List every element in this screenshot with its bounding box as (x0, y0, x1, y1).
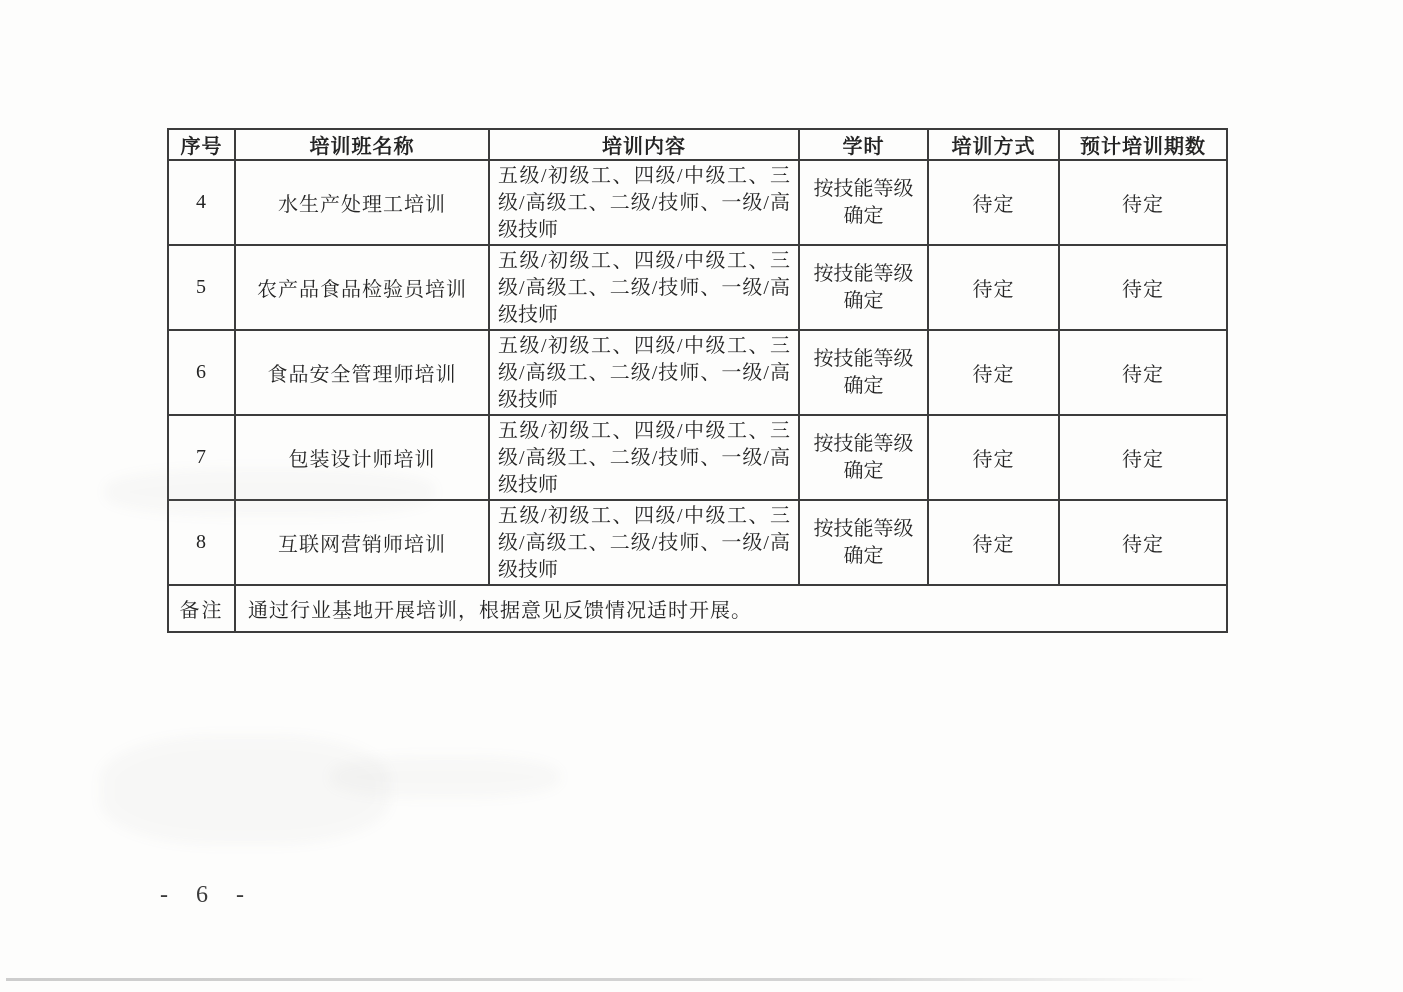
cell-training-method: 待定 (928, 415, 1059, 500)
cell-serial-number: 7 (168, 415, 235, 500)
page-number: - 6 - (160, 882, 255, 908)
cell-serial-number: 6 (168, 330, 235, 415)
cell-serial-number: 4 (168, 160, 235, 245)
table-remark-row (168, 585, 1227, 632)
header-class-hours: 学时 (799, 129, 928, 160)
cell-class-name: 互联网营销师培训 (235, 500, 489, 585)
remark-label: 备注 (168, 585, 235, 632)
cell-training-content: 五级/初级工、四级/中级工、三级/高级工、二级/技师、一级/高级技师 (489, 160, 799, 245)
header-expected-sessions: 预计培训期数 (1059, 129, 1227, 160)
cell-training-method: 待定 (928, 245, 1059, 330)
remark-text: 通过行业基地开展培训，根据意见反馈情况适时开展。 (235, 585, 1227, 632)
header-class-name: 培训班名称 (235, 129, 489, 160)
cell-serial-number: 8 (168, 500, 235, 585)
cell-class-hours: 按技能等级确定 (799, 330, 928, 415)
table-row (168, 330, 1227, 415)
cell-class-hours: 按技能等级确定 (799, 245, 928, 330)
cell-training-content: 五级/初级工、四级/中级工、三级/高级工、二级/技师、一级/高级技师 (489, 500, 799, 585)
cell-class-hours: 按技能等级确定 (799, 160, 928, 245)
cell-expected-sessions: 待定 (1059, 500, 1227, 585)
table-header-row (168, 129, 1227, 160)
scan-artifact (330, 756, 560, 798)
cell-class-hours: 按技能等级确定 (799, 415, 928, 500)
training-schedule-table (167, 128, 1228, 633)
cell-training-content: 五级/初级工、四级/中级工、三级/高级工、二级/技师、一级/高级技师 (489, 245, 799, 330)
cell-training-content: 五级/初级工、四级/中级工、三级/高级工、二级/技师、一级/高级技师 (489, 415, 799, 500)
header-serial-number: 序号 (168, 129, 235, 160)
cell-expected-sessions: 待定 (1059, 245, 1227, 330)
cell-training-method: 待定 (928, 160, 1059, 245)
scan-artifact (105, 468, 435, 516)
scan-edge-artifact (6, 978, 1206, 981)
cell-class-name: 农产品食品检验员培训 (235, 245, 489, 330)
cell-expected-sessions: 待定 (1059, 330, 1227, 415)
cell-expected-sessions: 待定 (1059, 415, 1227, 500)
table-row (168, 245, 1227, 330)
cell-class-hours: 按技能等级确定 (799, 500, 928, 585)
table-row (168, 160, 1227, 245)
cell-training-content: 五级/初级工、四级/中级工、三级/高级工、二级/技师、一级/高级技师 (489, 330, 799, 415)
cell-training-method: 待定 (928, 500, 1059, 585)
cell-serial-number: 5 (168, 245, 235, 330)
header-training-method: 培训方式 (928, 129, 1059, 160)
cell-class-name: 水生产处理工培训 (235, 160, 489, 245)
cell-class-name: 食品安全管理师培训 (235, 330, 489, 415)
cell-expected-sessions: 待定 (1059, 160, 1227, 245)
cell-class-name: 包装设计师培训 (235, 415, 489, 500)
header-training-content: 培训内容 (489, 129, 799, 160)
cell-training-method: 待定 (928, 330, 1059, 415)
